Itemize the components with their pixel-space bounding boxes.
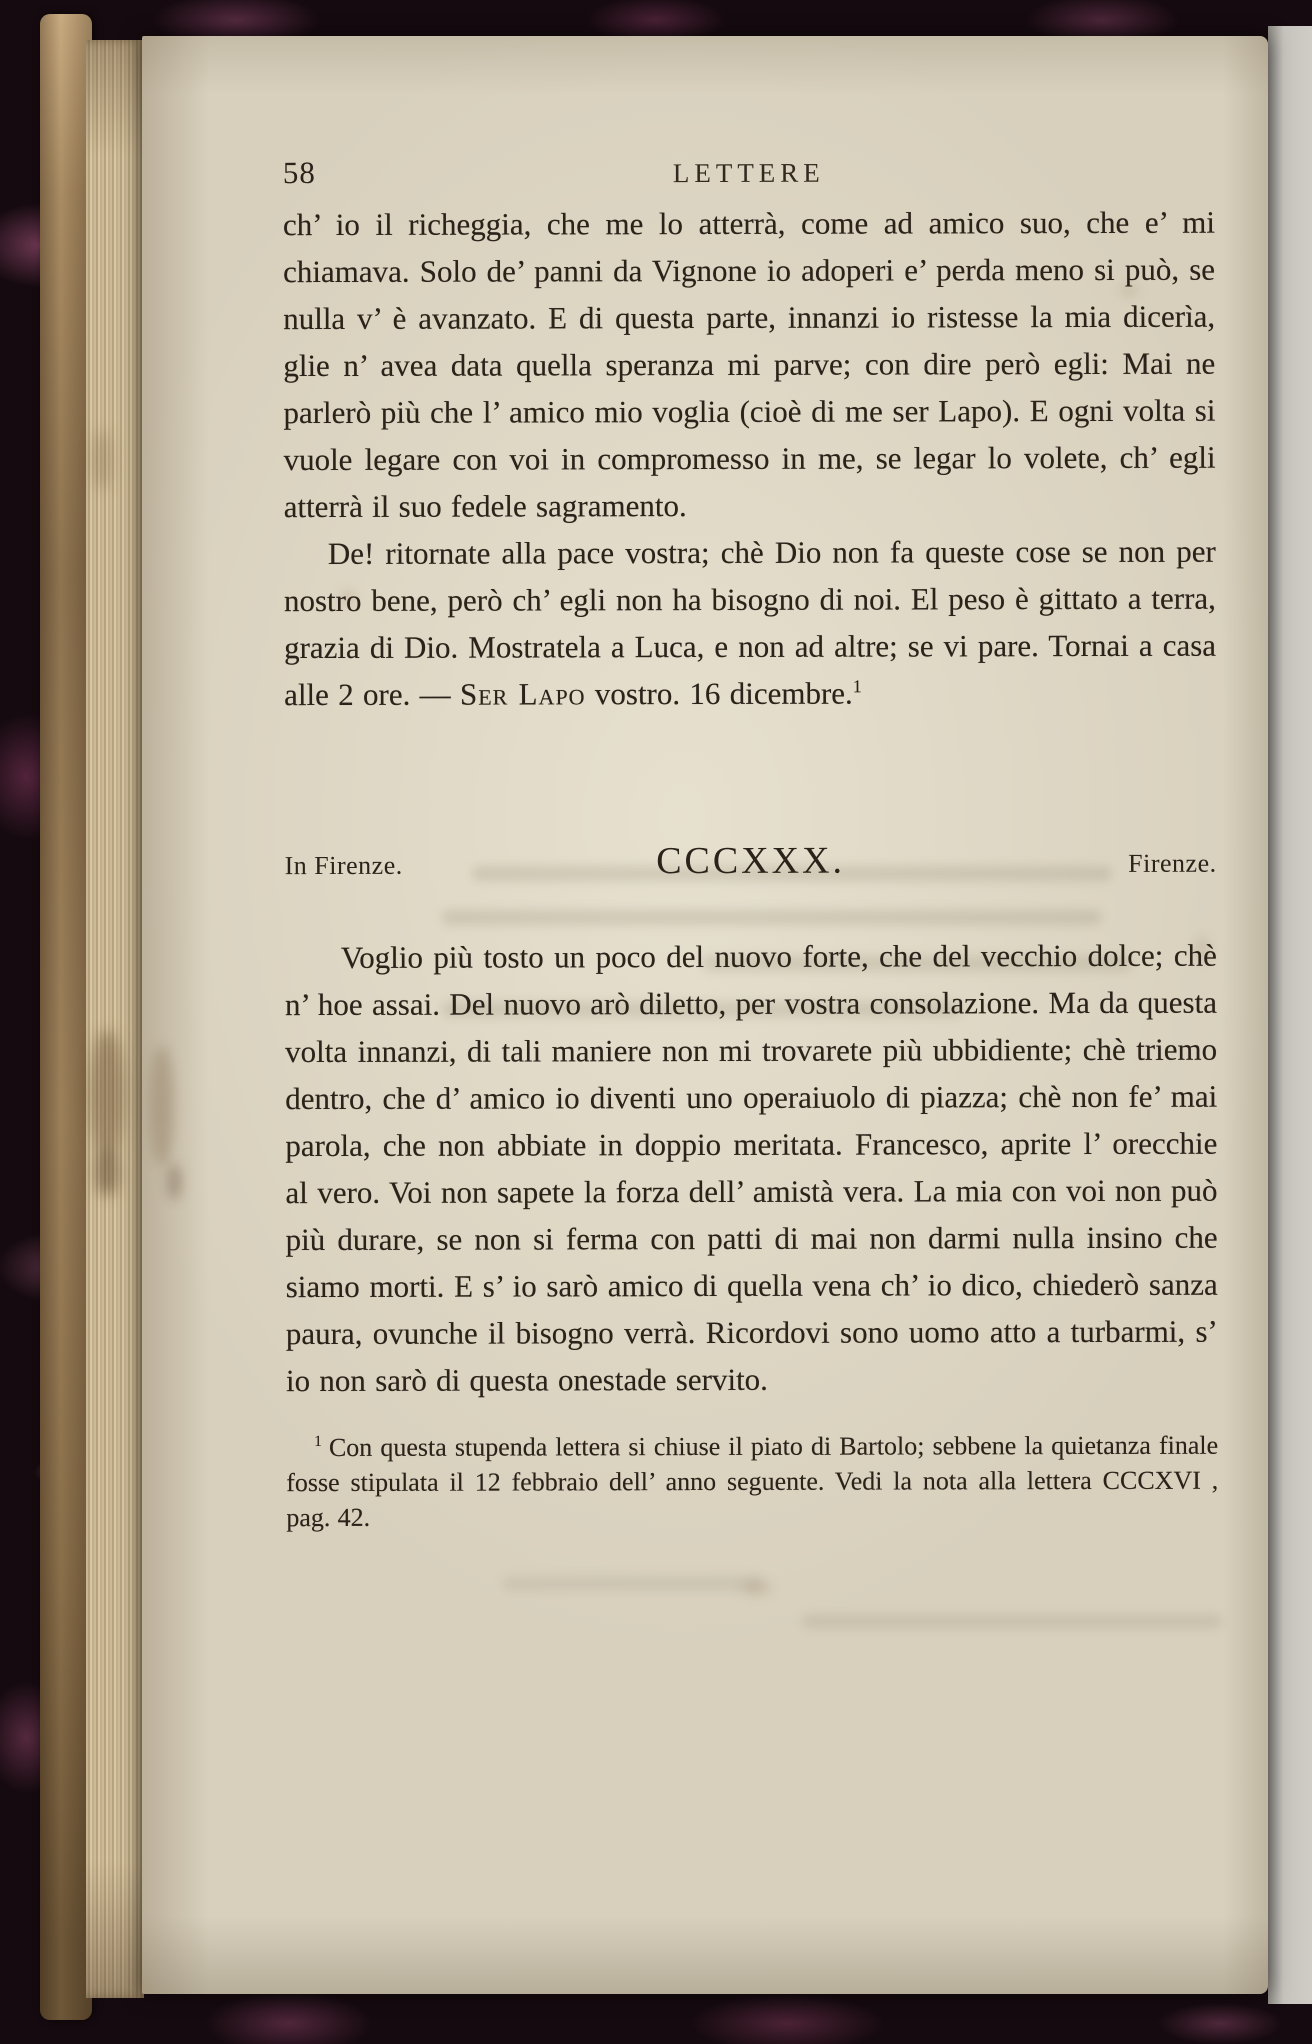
page-number: 58 bbox=[282, 155, 316, 191]
letter-body bbox=[285, 932, 1218, 1404]
footnote-text: Con questa stupenda lettera si chiuse il piato di Bartolo; sebbene la quietanza finale fosse stipulata il 12 febbraio dell’ anno seguente. Vedi la nota alla lettera CCCXVI , pag. 42. bbox=[286, 1430, 1219, 1533]
edge-stain bbox=[92, 430, 112, 490]
book-page bbox=[142, 36, 1268, 1994]
letter-number: CCCXXX. bbox=[656, 839, 846, 883]
printed-content bbox=[139, 35, 1270, 1996]
previous-letter-text bbox=[283, 199, 1216, 718]
background-surface bbox=[1268, 26, 1312, 2004]
letter-paragraph: Voglio più tosto un poco del nuovo forte, che del vecchio dolce; chè n’ hoe assai. Del nuovo arò diletto, per vostra consolazione. Ma da questa volta innanzi, di tali maniere non mi trovarete più ubbidiente; chè triemo dentro, che d’ amico io diventi uno operaiuolo di piazza; chè non fe’ mai parola, che non abbiate in doppio meritata. Francesco, aprite l’ orecchie al vero. Voi non sapete la forza dell’ amistà vera. La mia con voi non può più durare, se non si ferma con patti di mai non darmi nulla insino che siamo morti. E s’ io sarò amico di quella vena ch’ io dico, chiederò sanza paura, ovunche il bisogno verrà. Ricordovi sono uomo atto a turbarmi, s’ io non sarò di questa onestade servito. bbox=[284, 937, 1218, 1399]
paragraph-text: De! ritornate alla pace vostra; chè Dio non fa queste cose se non per nostro bene, però ch’ egli non ha bisogno di noi. El peso è gittato a terra, grazia di Dio. Mostratela a Luca, e non ad altre; se vi pare. Tornai a casa alle 2 ore. — bbox=[283, 533, 1217, 713]
paragraph-closing bbox=[284, 528, 1216, 718]
stacked-page-edges bbox=[86, 40, 144, 1998]
header-spacer bbox=[825, 181, 1215, 182]
edge-stain bbox=[96, 1150, 118, 1196]
page-header bbox=[283, 153, 1215, 191]
paragraph-text: vostro. 16 dicembre. bbox=[585, 675, 853, 712]
letter-place-right: Firenze. bbox=[1128, 848, 1217, 878]
letter-heading bbox=[285, 838, 1217, 884]
footnote-reference: 1 bbox=[852, 676, 862, 697]
footnote-marker: 1 bbox=[314, 1433, 322, 1451]
letter-place-left: In Firenze. bbox=[284, 850, 403, 881]
book-spine-leather bbox=[40, 14, 92, 2020]
edge-stain bbox=[90, 1030, 124, 1160]
running-head: LETTERE bbox=[672, 157, 825, 189]
footnote bbox=[286, 1428, 1218, 1535]
signature-ser-lapo: Ser Lapo bbox=[459, 676, 586, 712]
paragraph-continuation: ch’ io il richeggia, che me lo atterrà, come ad amico suo, che e’ mi chiamava. Solo de’ panni da Vignone io adoperi e’ perda meno si può, se nulla v’ è avanzato. E di questa parte, innanzi io ristesse la mia dicerìa, glie n’ avea data quella speranza mi parve; con dire però egli: Mai ne parlerò più che l’ amico mio voglia (cioè di me ser Lapo). E ogni volta si vuole legare con voi in compromesso in me, se legar lo volete, ch’ egli atterrà il suo fedele sagramento. bbox=[282, 204, 1216, 525]
